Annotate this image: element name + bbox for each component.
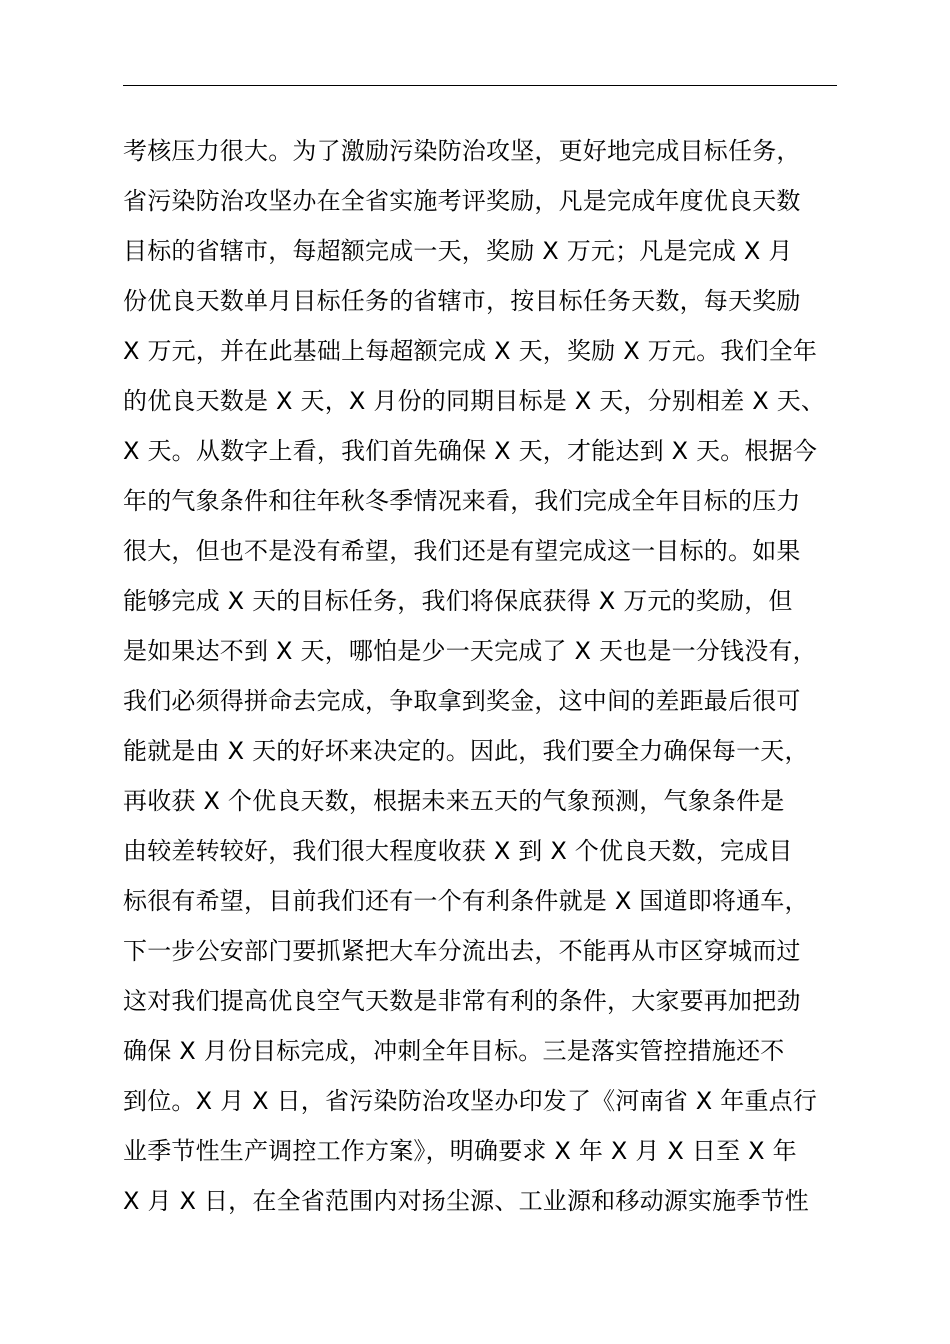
text-line: 到位。X 月 X 日，省污染防治攻坚办印发了《河南省 X 年重点行 [123,1087,818,1115]
text-line: 考核压力很大。为了激励污染防治攻坚，更好地完成目标任务， [123,137,801,165]
text-line: 年的气象条件和往年秋冬季情况来看，我们完成全年目标的压力 [123,487,801,515]
text-line: X 天。从数字上看，我们首先确保 X 天，才能达到 X 天。根据今 [123,437,818,465]
text-line: 是如果达不到 X 天，哪怕是少一天完成了 X 天也是一分钱没有， [123,637,817,665]
document-body [123,126,883,1226]
text-line: 份优良天数单月目标任务的省辖市，按目标任务天数，每天奖励 [123,287,801,315]
text-line: 的优良天数是 X 天，X 月份的同期目标是 X 天，分别相差 X 天、 [123,387,826,415]
text-line: 省污染防治攻坚办在全省实施考评奖励，凡是完成年度优良天数 [123,187,801,215]
text-line: 这对我们提高优良空气天数是非常有利的条件，大家要再加把劲 [123,987,801,1015]
text-line: 下一步公安部门要抓紧把大车分流出去，不能再从市区穿城而过 [123,937,801,965]
text-line: 再收获 X 个优良天数，根据未来五天的气象预测，气象条件是 [123,787,785,815]
text-line: 业季节性生产调控工作方案》，明确要求 X 年 X 月 X 日至 X 年 [123,1137,797,1165]
header-rule [123,85,837,86]
text-line: X 万元，并在此基础上每超额完成 X 天，奖励 X 万元。我们全年 [123,337,818,365]
text-line: 标很有希望，目前我们还有一个有利条件就是 X 国道即将通车， [123,887,809,915]
text-line: 能就是由 X 天的好坏来决定的。因此，我们要全力确保每一天， [123,737,809,765]
text-line: 很大，但也不是没有希望，我们还是有望完成这一目标的。如果 [123,537,801,565]
text-line: 目标的省辖市，每超额完成一天，奖励 X 万元；凡是完成 X 月 [123,237,793,265]
text-line: X 月 X 日，在全省范围内对扬尘源、工业源和移动源实施季节性 [123,1187,809,1215]
text-line: 能够完成 X 天的目标任务，我们将保底获得 X 万元的奖励，但 [123,587,793,615]
text-line: 由较差转较好，我们很大程度收获 X 到 X 个优良天数，完成目 [123,837,793,865]
text-line: 确保 X 月份目标完成，冲刺全年目标。三是落实管控措施还不 [123,1037,785,1065]
text-line: 我们必须得拼命去完成，争取拿到奖金，这中间的差距最后很可 [123,687,801,715]
